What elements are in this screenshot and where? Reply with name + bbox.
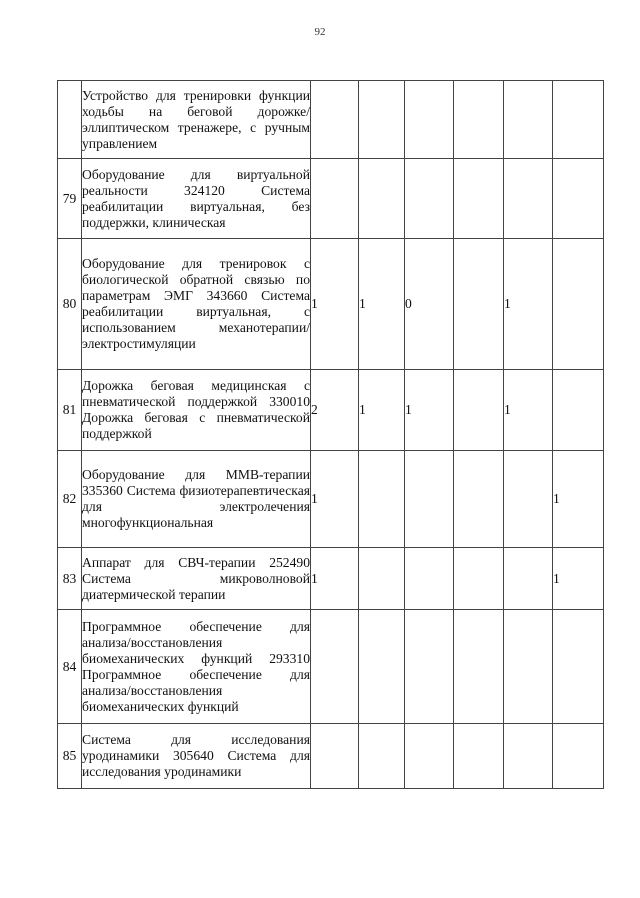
value-cell (553, 724, 604, 789)
value-cell (359, 610, 405, 724)
value-cell: 1 (553, 548, 604, 610)
description-cell: Программное обеспечение для анализа/восстановления биомеханических функций 293310 Программное обеспечение для анализа/восстановления биомеханических функций (82, 610, 311, 724)
value-cell: 1 (311, 548, 359, 610)
value-cell (311, 159, 359, 239)
value-cell (405, 724, 454, 789)
value-cell (454, 724, 504, 789)
row-number-cell: 83 (58, 548, 82, 610)
value-cell (405, 610, 454, 724)
value-cell (454, 451, 504, 548)
value-cell (504, 548, 553, 610)
row-number-cell: 79 (58, 159, 82, 239)
row-number-cell: 82 (58, 451, 82, 548)
value-cell (454, 610, 504, 724)
table-row (58, 81, 604, 159)
value-cell (454, 81, 504, 159)
value-cell (359, 81, 405, 159)
description-cell: Оборудование для тренировок с биологической обратной связью по параметрам ЭМГ 343660 Система реабилитации виртуальная, с использованием механотерапии/электростимуляции (82, 239, 311, 370)
description-cell: Система для исследования уродинамики 305640 Система для исследования уродинамики (82, 724, 311, 789)
value-cell (454, 239, 504, 370)
row-number-cell: 84 (58, 610, 82, 724)
value-cell (359, 159, 405, 239)
description-cell: Оборудование для виртуальной реальности 324120 Система реабилитации виртуальная, без поддержки, клиническая (82, 159, 311, 239)
value-cell: 1 (504, 239, 553, 370)
value-cell (504, 159, 553, 239)
value-cell (504, 610, 553, 724)
value-cell: 1 (405, 370, 454, 451)
value-cell (311, 610, 359, 724)
value-cell: 1 (311, 451, 359, 548)
row-number-cell: 81 (58, 370, 82, 451)
value-cell (359, 724, 405, 789)
row-number-cell (58, 81, 82, 159)
value-cell (504, 81, 553, 159)
table-row (58, 724, 604, 789)
value-cell (405, 451, 454, 548)
value-cell (454, 370, 504, 451)
description-cell: Устройство для тренировки функции ходьбы на беговой дорожке/эллиптическом тренажере, с ручным управлением (82, 81, 311, 159)
table-row (58, 610, 604, 724)
value-cell (553, 239, 604, 370)
value-cell (553, 159, 604, 239)
value-cell: 1 (311, 239, 359, 370)
value-cell: 1 (504, 370, 553, 451)
value-cell (504, 724, 553, 789)
value-cell (405, 548, 454, 610)
description-cell: Аппарат для СВЧ-терапии 252490 Система микроволновой диатермической терапии (82, 548, 311, 610)
value-cell (454, 548, 504, 610)
description-cell: Оборудование для ММВ-терапии 335360 Система физиотерапевтическая для электролечения многофункциональная (82, 451, 311, 548)
value-cell (405, 159, 454, 239)
table-row (58, 370, 604, 451)
value-cell (553, 370, 604, 451)
value-cell: 1 (553, 451, 604, 548)
value-cell: 2 (311, 370, 359, 451)
description-cell: Дорожка беговая медицинская с пневматической поддержкой 330010 Дорожка беговая с пневматической поддержкой (82, 370, 311, 451)
value-cell (405, 81, 454, 159)
value-cell (504, 451, 553, 548)
table-row (58, 451, 604, 548)
table-row (58, 159, 604, 239)
value-cell (454, 159, 504, 239)
value-cell (553, 610, 604, 724)
value-cell: 1 (359, 239, 405, 370)
value-cell (311, 81, 359, 159)
equipment-table (57, 80, 604, 789)
value-cell: 0 (405, 239, 454, 370)
value-cell (359, 548, 405, 610)
value-cell (311, 724, 359, 789)
table-row (58, 548, 604, 610)
row-number-cell: 80 (58, 239, 82, 370)
page-number: 92 (314, 26, 326, 38)
row-number-cell: 85 (58, 724, 82, 789)
value-cell (359, 451, 405, 548)
table-row (58, 239, 604, 370)
value-cell (553, 81, 604, 159)
value-cell: 1 (359, 370, 405, 451)
